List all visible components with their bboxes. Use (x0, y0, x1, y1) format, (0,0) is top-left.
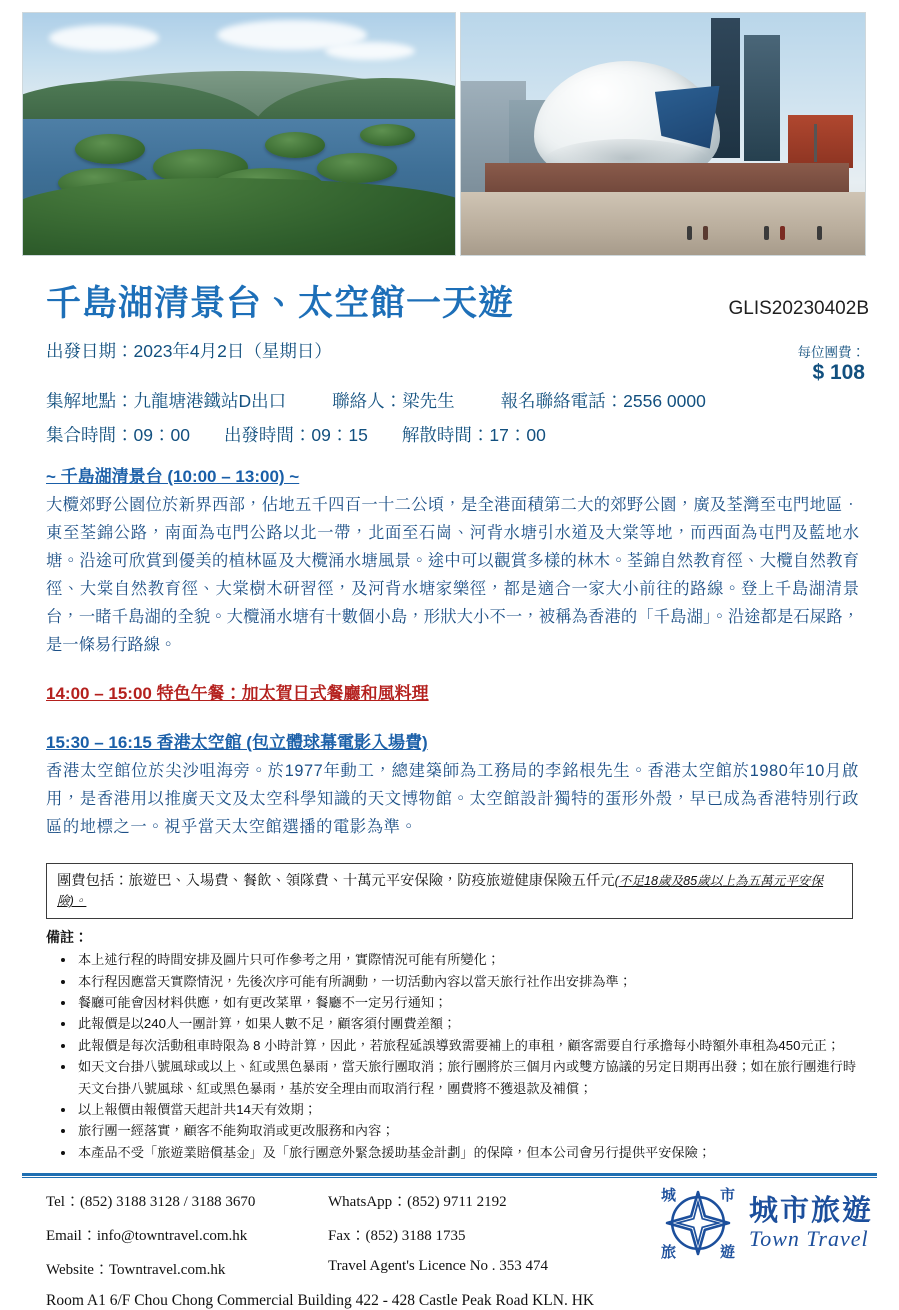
island (265, 132, 325, 158)
flag-pole (814, 124, 817, 162)
company-logo (655, 1180, 873, 1266)
fee-inclusion-note: (不足18歲及85歲以上為五萬元平安保險)。 (57, 874, 824, 909)
dismiss-time: 解散時間：17：00 (401, 425, 546, 446)
section-heading-lunch: 14:00 – 15:00 特色午餐：加太賀日式餐廳和風料理 (46, 684, 429, 704)
list-item: • 此報價是每次活動租車時限為 8 小時計算，因此，若旅程延誤導致需要補上的車租，顧客需要自行承擔每小時額外車租為450元正； (76, 1035, 859, 1056)
list-item: • 餐廳可能會因材料供應，如有更改菜單，餐廳不一定另行通知； (76, 992, 859, 1013)
section-heading-museum: 15:30 – 16:15 香港太空館 (包立體球幕電影入場費) (46, 733, 428, 753)
contact-phone: 報名聯絡電話：2556 0000 (500, 390, 706, 411)
compass-logo-icon (655, 1180, 741, 1266)
list-item: • 以上報價由報價當天起計共14天有效期； (76, 1099, 859, 1120)
gather-time: 集合時間：09：00 (46, 425, 190, 446)
meeting-point: 集解地點：九龍塘港鐵站D出口 (46, 390, 287, 411)
section-body-lake: 大欖郊野公園位於新界西部，佔地五千四百一十二公頃，是全港面積第二大的郊野公園，廣及荃灣至屯門地區．東至荃錦公路，南面為屯門公路以北一帶，北面至石崗、河背水塘引水道及大棠等地，而西面為屯門及藍地水塘。沿途可欣賞到優美的植林區及大欖涌水塘風景。途中可以觀賞多樣的林木。荃錦自然教育徑、大欖自然教育徑、大棠自然教育徑、大棠樹木研習徑，及河背水塘家樂徑，都是適合一家大小前往的路線。登上千島湖清景台，一睹千島湖的全貌。大欖涌水塘有十數個小島，形狀大小不一，被稱為香港的「千島湖」。沿途都是石屎路，是一條易行路線。 (46, 496, 859, 655)
island (75, 134, 145, 164)
tower (744, 35, 780, 161)
remarks-list (0, 949, 899, 1163)
photo-thousand-island-lake (22, 12, 456, 256)
footer-email[interactable]: Email：info@towntravel.com.hk (46, 1228, 248, 1245)
price-label: 每位團費： (797, 345, 865, 360)
section-body-museum: 香港太空館位於尖沙咀海旁。於1977年動工，總建築師為工務局的李銘根先生。香港太空館於1980年10月啟用，是香港用以推廣天文及太空科學知識的天文博物館。太空館設計獨特的蛋形外殼，早已成為香港特別行政區的地標之一。視乎當天太空館選播的電影為準。 (46, 762, 859, 837)
pedestrian (817, 226, 822, 240)
page-title: 千島湖清景台、太空館一天遊 (46, 284, 515, 323)
title-row (0, 262, 899, 326)
footer-fax: Fax：(852) 3188 1735 (328, 1228, 466, 1245)
logo-name-en: Town Travel (748, 1225, 869, 1251)
info-row-meeting (46, 384, 865, 418)
photo-space-museum (460, 12, 866, 256)
footer-tel: Tel：(852) 3188 3128 / 3188 3670 (46, 1194, 256, 1211)
pedestrian (703, 226, 708, 240)
list-item: • 本上述行程的時間安排及圖片只可作參考之用，實際情況可能有所變化； (76, 949, 859, 970)
footer-address: Room A1 6/F Chou Chong Commercial Building 422 - 428 Castle Peak Road KLN. HK (46, 1292, 595, 1310)
tour-info (0, 326, 899, 452)
list-item: • 本行程因應當天實際情況，先後次序可能有所調動，一切活動內容以當天旅行社作出安排為準； (76, 971, 859, 992)
list-item: • 旅行團一經落實，顧客不能夠取消或更改服務和內容； (76, 1120, 859, 1141)
pedestrian (764, 226, 769, 240)
logo-char: 旅 (660, 1245, 676, 1262)
logo-char: 遊 (719, 1245, 735, 1262)
product-code: GLIS20230402B (728, 298, 869, 319)
departure-date: 出發日期：2023年4月2日（星期日） (46, 341, 332, 361)
red-signboard (788, 115, 853, 168)
footer-whatsapp: WhatsApp：(852) 9711 2192 (328, 1194, 507, 1211)
info-row-date-price (46, 334, 865, 384)
hero-images (0, 0, 899, 262)
contact-person: 聯絡人：梁先生 (332, 390, 455, 411)
depart-time: 出發時間：09：15 (223, 425, 368, 446)
list-item: • 如天文台掛八號風球或以上、紅或黑色暴雨，當天旅行團取消；旅行團將於三個月內或雙方協議的另定日期再出發；如在旅行團進行時天文台掛八號風球、紅或黑色暴雨，基於安全理由而取消行程，團費將不獲退款及補償； (76, 1056, 859, 1099)
remarks-title: 備註： (46, 929, 88, 946)
cloud-icon (325, 42, 415, 60)
pedestrian (687, 226, 692, 240)
logo-name-cn: 城市旅遊 (748, 1195, 873, 1228)
section-heading-lake: ~ 千島湖清景台 (10:00 – 13:00) ~ (46, 467, 300, 487)
price-block (798, 346, 866, 384)
list-item: • 本產品不受「旅遊業賠償基金」及「旅行團意外緊急援助基金計劃」的保障，但本公司會另行提供平安保險； (76, 1142, 859, 1163)
footer-website[interactable]: Website：Towntravel.com.hk (46, 1262, 226, 1279)
price-value: $ 108 (812, 360, 865, 384)
plaza-ground (461, 192, 865, 255)
logo-wordmark (749, 1196, 873, 1250)
list-item: • 此報價是以240人一團計算，如果人數不足，顧客須付團費差額； (76, 1013, 859, 1034)
foreground-forest (22, 178, 456, 256)
logo-char: 市 (719, 1188, 735, 1205)
fee-inclusion-box (46, 863, 853, 919)
fee-inclusion-text: 團費包括：旅遊巴、入場費、餐飲、領隊費、十萬元平安保險，防疫旅遊健康保險五仟元 (57, 873, 615, 890)
footer (0, 1178, 899, 1310)
logo-char: 城 (660, 1188, 676, 1205)
pedestrian (780, 226, 785, 240)
footer-licence: Travel Agent's Licence No . 353 474 (328, 1258, 549, 1275)
cloud-icon (49, 25, 159, 51)
info-row-times (46, 418, 865, 452)
